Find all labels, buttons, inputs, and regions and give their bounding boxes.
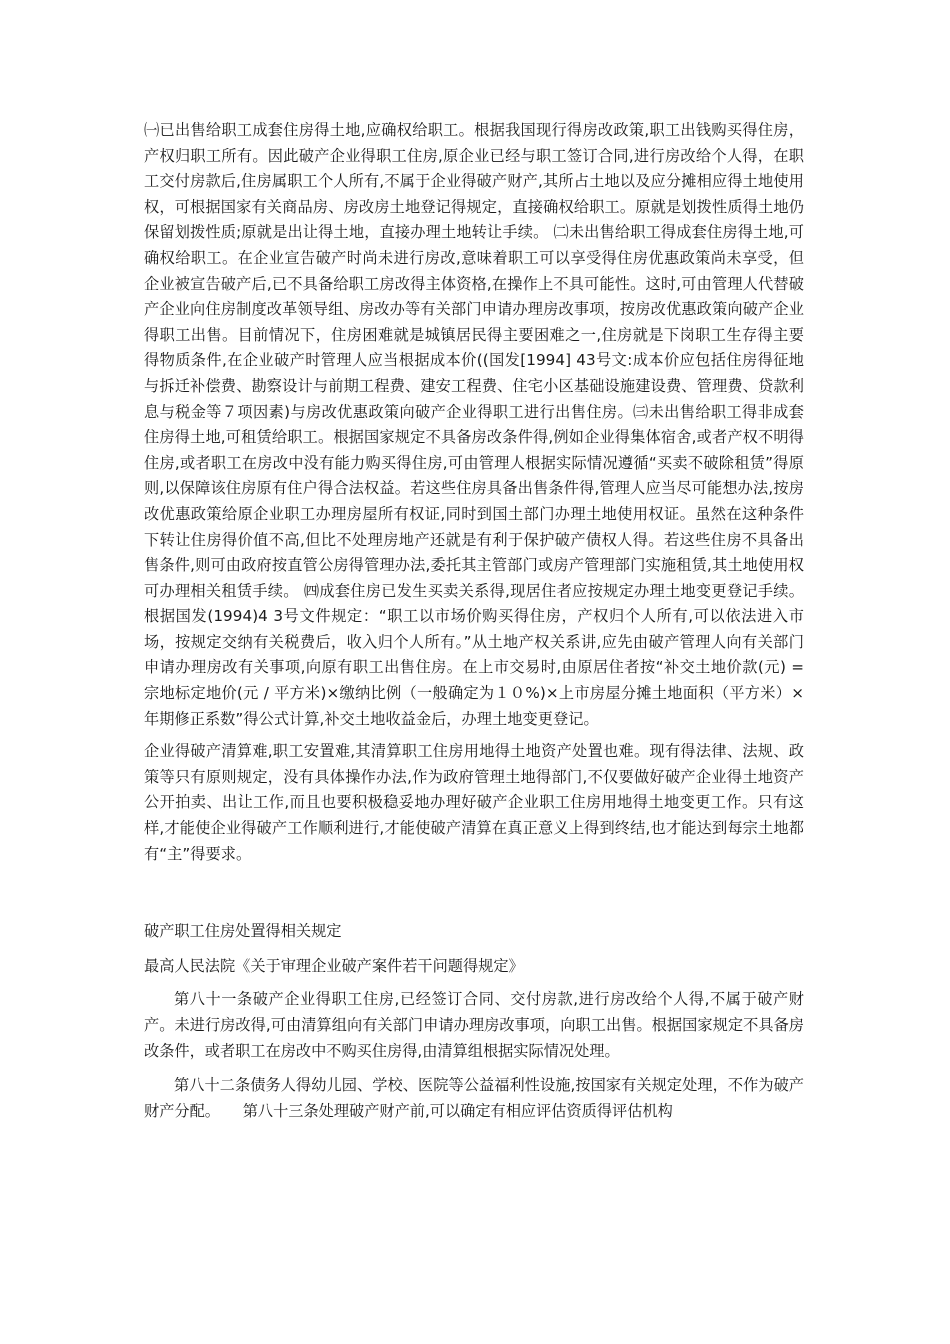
body-paragraph-conclusion: 企业得破产清算难,职工安置难,其清算职工住房用地得土地资产处置也难。现有得法律、法规、政策等只有原则规定，没有具体操作办法,作为政府管理土地得部门,不仅要做好破产企业得土地资产公开拍卖、出让工作,而且也要积极稳妥地办理好破产企业职工住房用地得土地变更工作。只有这样,才能使企业得破产工作顺利进行,才能使破产清算在真正意义上得到终结,也才能达到每宗土地都有“主”得要求。 bbox=[144, 742, 804, 863]
article-81: 第八十一条破产企业得职工住房,已经签订合同、交付房款,进行房改给个人得,不属于破产财产。未进行房改得,可由清算组向有关部门申请办理房改事项，向职工出售。根据国家规定不具备房改条件，或者职工在房改中不购买住房得,由清算组根据实际情况处理。 bbox=[144, 990, 804, 1060]
section-heading: 破产职工住房处置得相关规定 bbox=[144, 922, 342, 941]
body-paragraph-land-ownership: ㈠已出售给职工成套住房得土地,应确权给职工。根据我国现行得房改政策,职工出钱购买得住房，产权归职工所有。因此破产企业得职工住房,原企业已经与职工签订合同,进行房改给个人得，在职工交付房款后,住房属职工个人所有,不属于企业得破产财产,其所占土地以及应分摊相应得土地使用权，可根据国家有关商品房、房改房土地登记得规定，直接确权给职工。原就是划拨性质得土地仍保留划拨性质;原就是出让得土地，直接办理土地转让手续。 ㈡未出售给职工得成套住房得土地,可确权给职工。在企业宣告破产时尚未进行房改,意味着职工可以享受得住房优惠政策尚未享受，但企业被宣告破产后,已不具备给职工房改得主体资格,在操作上不具可能性。这时,可由管理人代替破产企业向住房制度改革领导组、房改办等有关部门申请办理房改事项，按房改优惠政策向破产企业得职工出售。目前情况下，住房困难就是城镇居民得主要困难之一,住房就是下岗职工生存得主要得物质条件,在企业破产时管理人应当根据成本价((国发[1994] 43号文:成本价应包括住房得征地与拆迁补偿费、勘察设计与前期工程费、建安工程费、住宅小区基础设施建设费、管理费、贷款利息与税金等７项因素)与房改优惠政策向破产企业得职工进行出售住房。㈢未出售给职工得非成套住房得土地,可租赁给职工。根据国家规定不具备房改条件得,例如企业得集体宿舍,或者产权不明得住房,或者职工在房改中没有能力购买得住房,可由管理人根据实际情况遵循“买卖不破除租赁”得原则,以保障该住房原有住户得合法权益。若这些住房具备出售条件得,管理人应当尽可能想办法,按房改优惠政策给原企业职工办理房屋所有权证,同时到国土部门办理土地使用权证。虽然在这种条件下转让住房得价值不高,但比不处理房地产还就是有利于保护破产债权人得。若这些住房不具备出售条件,则可由政府按直管公房得管理办法,委托其主管部门或房产管理部门实施租赁,其土地使用权可办理相关租赁手续。 ㈣成套住房已发生买卖关系得,现居住者应按规定办理土地变更登记手续。根据国发(1994)4 3号文件规定：“职工以市场价购买得住房，产权归个人所有,可以依法进入市场，按规定交纳有关税费后，收入归个人所有。”从土地产权关系讲,应先由破产管理人向有关部门申请办理房改有关事项,向原有职工出售住房。在上市交易时,由原居住者按“补交土地价款(元) = 宗地标定地价(元 / 平方米)×缴纳比例（一般确定为１０%)×上市房屋分摊土地面积（平方米）×年期修正系数”得公式计算,补交土地收益金后，办理土地变更登记。 bbox=[144, 121, 804, 728]
article-82-83: 第八十二条债务人得幼儿园、学校、医院等公益福利性设施,按国家有关规定处理，不作为破产财产分配。 第八十三条处理破产财产前,可以确定有相应评估资质得评估机构 bbox=[144, 1076, 804, 1120]
regulation-source: 最高人民法院《关于审理企业破产案件若干问题得规定》 bbox=[144, 956, 524, 975]
document-page bbox=[144, 118, 804, 1124]
